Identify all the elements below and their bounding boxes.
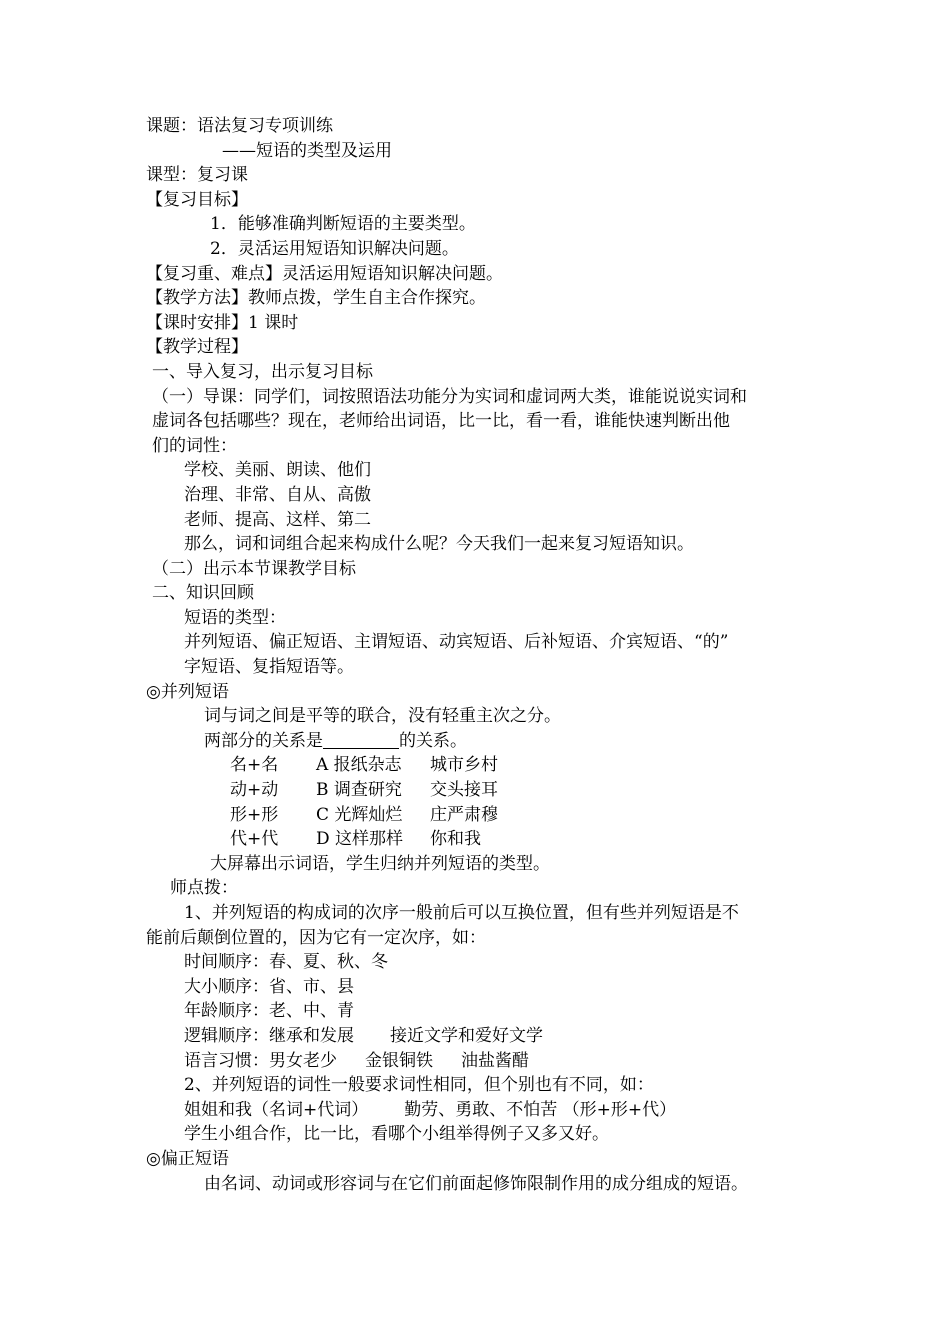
teaching-method: 【教学方法】教师点拨，学生自主合作探究。 [146, 288, 486, 309]
example-row [146, 803, 816, 828]
objective-item: 1．能够准确判断短语的主要类型。 [210, 214, 476, 235]
intro-line: （一）导课：同学们，词按照语法功能分为实词和虚词两大类，谁能说说实词和 [152, 386, 747, 407]
habit-extra: 金银铜铁 [365, 1050, 433, 1071]
example-b: 勤劳、勇敢、不怕苦 （形+形+代） [404, 1099, 677, 1120]
example-b: 城市乡村 [430, 755, 498, 776]
example-a: C 光辉灿烂 [316, 804, 403, 825]
example-row [146, 827, 816, 852]
objectives-heading: 【复习目标】 [146, 189, 248, 210]
example-b: 庄严肃穆 [430, 804, 498, 825]
example-a: A 报纸杂志 [316, 755, 402, 776]
example-pattern: 代+代 [230, 829, 279, 850]
example-pattern: 形+形 [230, 804, 279, 825]
example-pattern: 名+名 [230, 755, 279, 776]
modifier-definition: 由名词、动词或形容词与在它们前面起修饰限制作用的成分组成的短语。 [204, 1173, 748, 1194]
example-line [146, 1098, 816, 1123]
intro-line: 们的词性： [152, 435, 237, 456]
order-line: 年龄顺序：老、中、青 [184, 1001, 354, 1022]
logic-extra: 接近文学和爱好文学 [390, 1025, 543, 1046]
parallel-heading: ◎并列短语 [146, 681, 229, 702]
habit-label: 语言习惯：男女老少 [184, 1050, 337, 1071]
habit-extra: 油盐酱醋 [461, 1050, 529, 1071]
process-heading: 【教学过程】 [146, 337, 248, 358]
order-line [146, 1024, 816, 1049]
modifier-heading: ◎偏正短语 [146, 1148, 229, 1169]
word-group: 治理、非常、自从、高傲 [184, 484, 371, 505]
example-row [146, 753, 816, 778]
point-line: 1、并列短语的构成词的次序一般前后可以互换位置，但有些并列短语是不 [184, 903, 739, 923]
types-line: 并列短语、偏正短语、主谓短语、动宾短语、后补短语、介宾短语、“的” [184, 632, 729, 653]
example-b: 交头接耳 [430, 780, 498, 801]
point-line: 能前后颠倒位置的，因为它有一定次序，如： [146, 927, 486, 948]
word-group: 老师、提高、这样、第二 [184, 509, 371, 530]
word-group: 学校、美丽、朗读、他们 [184, 460, 371, 481]
section-heading: 一、导入复习，出示复习目标 [152, 361, 373, 382]
example-a: 姐姐和我（名词+代词） [184, 1099, 369, 1120]
screen-note: 大屏幕出示词语，学生归纳并列短语的类型。 [210, 853, 550, 874]
example-row [146, 778, 816, 803]
lesson-title: 课题：语法复习专项训练 [146, 116, 333, 136]
example-pattern: 动+动 [230, 780, 279, 801]
example-a: D 这样那样 [316, 829, 404, 850]
parallel-definition: 词与词之间是平等的联合，没有轻重主次之分。 [204, 706, 561, 727]
example-b: 你和我 [430, 829, 481, 850]
intro-line: 虚词各包括哪些？现在，老师给出词语，比一比，看一看，谁能快速判断出他 [152, 411, 730, 432]
transition-text: 那么，词和词组合起来构成什么呢？今天我们一起来复习短语知识。 [184, 534, 694, 555]
parallel-relation [146, 729, 816, 754]
order-line [146, 1049, 816, 1074]
group-work: 学生小组合作，比一比，看哪个小组举得例子又多又好。 [184, 1124, 609, 1145]
class-schedule: 【课时安排】1 课时 [146, 312, 299, 333]
relation-before: 两部分的关系是 [204, 730, 323, 751]
section-heading: 二、知识回顾 [152, 583, 254, 604]
document-content [146, 114, 816, 1196]
teacher-label: 师点拨： [170, 878, 238, 899]
example-a: B 调查研究 [316, 780, 402, 801]
key-points: 【复习重、难点】灵活运用短语知识解决问题。 [146, 263, 503, 284]
types-label: 短语的类型： [184, 607, 286, 628]
objective-item: 2．灵活运用短语知识解决问题。 [210, 238, 459, 259]
lesson-type: 课型：复习课 [146, 165, 248, 186]
order-line: 时间顺序：春、夏、秋、冬 [184, 952, 388, 973]
fill-blank [323, 730, 399, 749]
point-line: 2、并列短语的词性一般要求词性相同，但个别也有不同，如： [184, 1075, 654, 1096]
relation-after: 的关系。 [399, 730, 467, 751]
types-line: 字短语、复指短语等。 [184, 657, 354, 678]
order-line: 大小顺序：省、市、县 [184, 976, 354, 997]
logic-label: 逻辑顺序：继承和发展 [184, 1025, 354, 1046]
subsection-heading: （二）出示本节课教学目标 [152, 558, 356, 579]
lesson-subtitle: ——短语的类型及运用 [222, 140, 392, 161]
